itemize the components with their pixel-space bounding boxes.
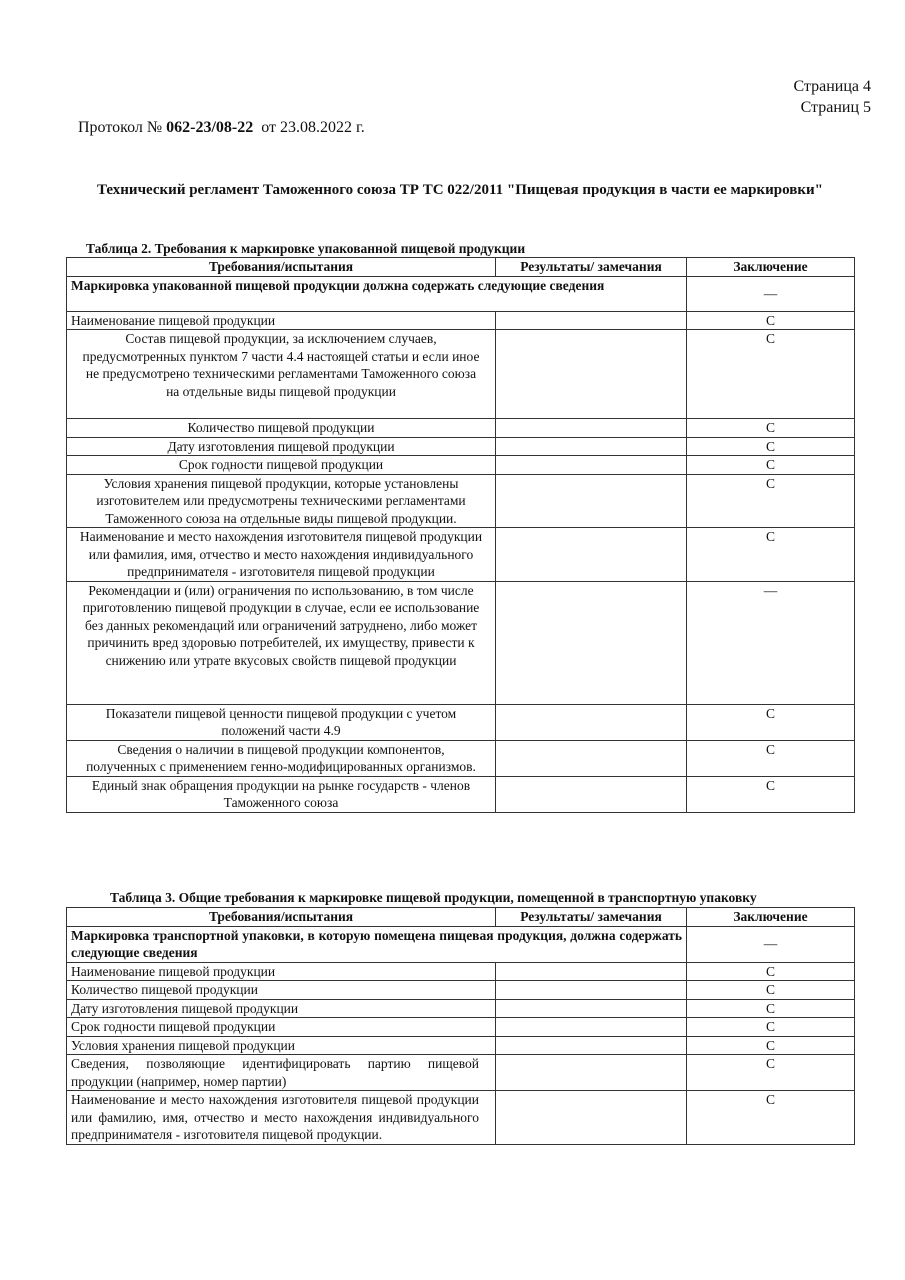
- requirement-cell: Наименование пищевой продукции: [67, 311, 496, 330]
- table3-col-conclusion: Заключение: [687, 908, 855, 927]
- table-row: [67, 581, 855, 704]
- result-cell: [496, 1036, 687, 1055]
- requirement-cell: Условия хранения пищевой продукции: [67, 1036, 496, 1055]
- table-row: [67, 456, 855, 475]
- conclusion-cell: С: [687, 437, 855, 456]
- result-cell: [496, 311, 687, 330]
- page-count: Страниц 5: [800, 99, 871, 116]
- result-cell: [496, 581, 687, 704]
- conclusion-cell: С: [687, 419, 855, 438]
- table3-col-results: Результаты/ замечания: [496, 908, 687, 927]
- conclusion-cell: С: [687, 474, 855, 528]
- table-row: [67, 528, 855, 582]
- requirement-cell: Условия хранения пищевой продукции, которые установлены изготовителем или предусмотрены техническими регламентами Таможенного союза на отдельные виды пищевой продукции.: [67, 474, 496, 528]
- result-cell: [496, 962, 687, 981]
- requirement-cell: Количество пищевой продукции: [67, 981, 496, 1000]
- table-row: [67, 981, 855, 1000]
- table3-section-header: Маркировка транспортной упаковки, в которую помещена пищевая продукция, должна содержать следующие сведения: [67, 926, 687, 962]
- protocol-line: [78, 119, 365, 137]
- table3: [66, 907, 855, 1145]
- protocol-prefix: Протокол №: [78, 119, 163, 136]
- result-cell: [496, 456, 687, 475]
- conclusion-cell: С: [687, 1091, 855, 1145]
- page-number: Страница 4: [793, 78, 871, 95]
- table2-col-requirements: Требования/испытания: [67, 258, 496, 277]
- requirement-cell: Сведения о наличии в пищевой продукции компонентов, полученных с применением генно-модифицированных организмов.: [67, 740, 496, 776]
- table-row: [67, 330, 855, 419]
- result-cell: [496, 999, 687, 1018]
- table-row: [67, 704, 855, 740]
- result-cell: [496, 528, 687, 582]
- conclusion-cell: С: [687, 704, 855, 740]
- table-row: [67, 776, 855, 812]
- table-row: [67, 1018, 855, 1037]
- conclusion-cell: С: [687, 528, 855, 582]
- table3-col-requirements: Требования/испытания: [67, 908, 496, 927]
- result-cell: [496, 1055, 687, 1091]
- result-cell: [496, 1018, 687, 1037]
- result-cell: [496, 981, 687, 1000]
- regulation-title: Технический регламент Таможенного союза ТР ТС 022/2011 "Пищевая продукция в части ее маркировки": [97, 182, 823, 198]
- table2-caption: Таблица 2. Требования к маркировке упакованной пищевой продукции: [86, 241, 526, 256]
- table2-section-header: Маркировка упакованной пищевой продукции должна содержать следующие сведения: [67, 276, 687, 311]
- requirement-cell: Состав пищевой продукции, за исключением случаев, предусмотренных пунктом 7 части 4.4 настоящей статьи и если иное не предусмотрено техническими регламентами Таможенного союза на отдельные виды пищевой продукции: [67, 330, 496, 419]
- requirement-cell: Наименование и место нахождения изготовителя пищевой продукции или фамилию, имя, отчество и место нахождения индивидуального предпринимателя - изготовителя пищевой продукции.: [67, 1091, 496, 1145]
- conclusion-cell: С: [687, 740, 855, 776]
- table-row: [67, 437, 855, 456]
- requirement-cell: Сведения, позволяющие идентифицировать партию пищевой продукции (например, номер партии): [67, 1055, 496, 1091]
- table-row: [67, 962, 855, 981]
- conclusion-cell: С: [687, 776, 855, 812]
- requirement-cell: Срок годности пищевой продукции: [67, 1018, 496, 1037]
- requirement-cell: Дату изготовления пищевой продукции: [67, 999, 496, 1018]
- conclusion-cell: С: [687, 1018, 855, 1037]
- requirement-cell: Единый знак обращения продукции на рынке государств - членов Таможенного союза: [67, 776, 496, 812]
- result-cell: [496, 776, 687, 812]
- table3-section-conclusion: —: [687, 926, 855, 962]
- table-row: [67, 740, 855, 776]
- protocol-date: от 23.08.2022 г.: [261, 119, 365, 136]
- requirement-cell: Рекомендации и (или) ограничения по использованию, в том числе приготовлению пищевой продукции в случае, если ее использование без данных рекомендаций или ограничений затруднено, либо может причинить вред здоровью потребителей, их имуществу, привести к снижению или утрате вкусовых свойств пищевой продукции: [67, 581, 496, 704]
- result-cell: [496, 437, 687, 456]
- requirement-cell: Показатели пищевой ценности пищевой продукции с учетом положений части 4.9: [67, 704, 496, 740]
- result-cell: [496, 740, 687, 776]
- requirement-cell: Наименование пищевой продукции: [67, 962, 496, 981]
- table-row: [67, 311, 855, 330]
- conclusion-cell: С: [687, 999, 855, 1018]
- table2: [66, 257, 855, 813]
- table-row: [67, 1055, 855, 1091]
- table2-col-results: Результаты/ замечания: [496, 258, 687, 277]
- result-cell: [496, 474, 687, 528]
- conclusion-cell: С: [687, 1036, 855, 1055]
- conclusion-cell: С: [687, 456, 855, 475]
- table-row: [67, 474, 855, 528]
- result-cell: [496, 1091, 687, 1145]
- table2-header-row: [67, 258, 855, 277]
- table-row: [67, 1036, 855, 1055]
- table-row: [67, 999, 855, 1018]
- result-cell: [496, 704, 687, 740]
- requirement-cell: Срок годности пищевой продукции: [67, 456, 496, 475]
- table2-section-row: [67, 276, 855, 311]
- conclusion-cell: С: [687, 330, 855, 419]
- table-row: [67, 419, 855, 438]
- table3-section-row: [67, 926, 855, 962]
- requirement-cell: Наименование и место нахождения изготовителя пищевой продукции или фамилия, имя, отчество и место нахождения индивидуального предпринимателя - изготовителя пищевой продукции: [67, 528, 496, 582]
- table3-caption: Таблица 3. Общие требования к маркировке пищевой продукции, помещенной в транспортную упаковку: [110, 890, 757, 905]
- table2-col-conclusion: Заключение: [687, 258, 855, 277]
- requirement-cell: Количество пищевой продукции: [67, 419, 496, 438]
- table3-header-row: [67, 908, 855, 927]
- protocol-number: 062-23/08-22: [166, 119, 254, 136]
- result-cell: [496, 330, 687, 419]
- table2-section-conclusion: —: [687, 276, 855, 311]
- conclusion-cell: С: [687, 311, 855, 330]
- conclusion-cell: —: [687, 581, 855, 704]
- conclusion-cell: С: [687, 962, 855, 981]
- conclusion-cell: С: [687, 981, 855, 1000]
- result-cell: [496, 419, 687, 438]
- conclusion-cell: С: [687, 1055, 855, 1091]
- requirement-cell: Дату изготовления пищевой продукции: [67, 437, 496, 456]
- table-row: [67, 1091, 855, 1145]
